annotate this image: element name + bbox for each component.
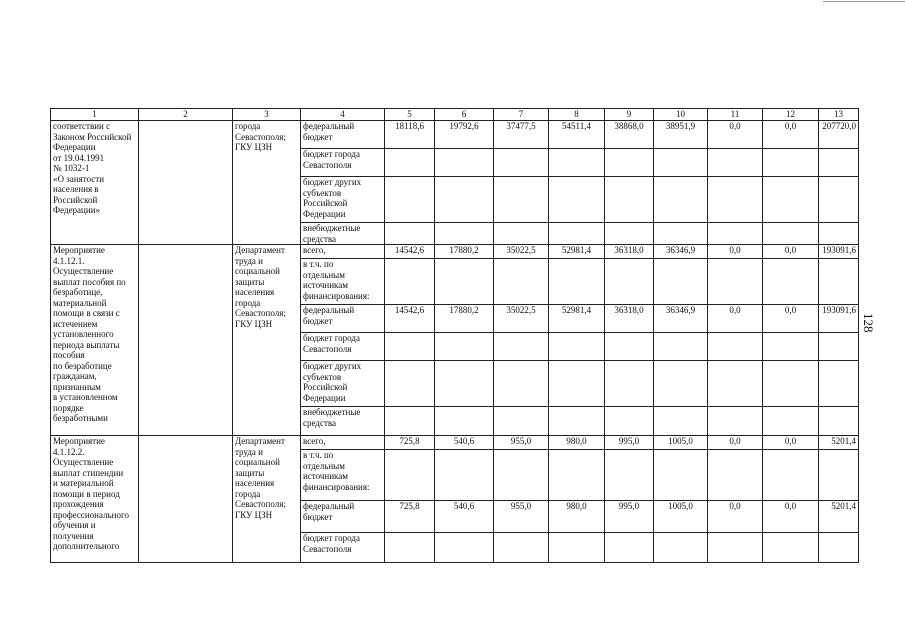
column-number: 5 [385,109,435,121]
column-number: 3 [233,109,301,121]
column-number: 12 [763,109,819,121]
amount-cell: 38951,9 [654,121,708,149]
funding-source-cell: внебюджетные средства [301,407,385,436]
amount-cell: 540,6 [435,436,494,450]
table-row [51,121,859,149]
amount-cell [385,361,435,407]
amount-cell: 0,0 [708,245,763,259]
amount-cell: 725,8 [385,501,435,533]
amount-cell: 14542,6 [385,245,435,259]
amount-cell [654,223,708,245]
amount-cell: 36346,9 [654,245,708,259]
column-number-row [51,109,859,121]
amount-cell: 52981,4 [549,245,605,259]
amount-cell [819,407,859,436]
amount-cell: 955,0 [494,436,549,450]
amount-cell [763,259,819,305]
amount-cell [763,333,819,361]
amount-cell: 995,0 [605,436,654,450]
amount-cell: 54511,4 [549,121,605,149]
amount-cell [385,149,435,177]
amount-cell: 5201,4 [819,501,859,533]
amount-cell: 0,0 [708,121,763,149]
corner-scan-line [823,1,905,2]
amount-cell: 37477,5 [494,121,549,149]
amount-cell [494,177,549,223]
funding-source-cell: бюджет города Севастополя [301,533,385,563]
amount-cell: 955,0 [494,501,549,533]
amount-cell: 35022,5 [494,245,549,259]
amount-cell [435,361,494,407]
amount-cell [763,533,819,563]
funding-source-cell: всего, [301,245,385,259]
funding-source-cell: бюджет других субъектов Российской Федерации [301,361,385,407]
amount-cell [605,361,654,407]
column-number: 7 [494,109,549,121]
amount-cell [494,450,549,501]
amount-cell [654,333,708,361]
amount-cell [819,259,859,305]
amount-cell [494,407,549,436]
amount-cell: 0,0 [763,436,819,450]
amount-cell [763,223,819,245]
amount-cell [385,407,435,436]
amount-cell [435,223,494,245]
amount-cell [385,450,435,501]
amount-cell [708,223,763,245]
column-number: 11 [708,109,763,121]
amount-cell [654,259,708,305]
amount-cell: 193091,6 [819,305,859,333]
amount-cell [819,333,859,361]
amount-cell: 36346,9 [654,305,708,333]
amount-cell: 0,0 [763,121,819,149]
amount-cell [494,149,549,177]
amount-cell: 38868,0 [605,121,654,149]
amount-cell [494,361,549,407]
amount-cell: 995,0 [605,501,654,533]
activity-cell: Мероприятие 4.1.12.1. Осуществление выплат пособия по безработице, материальной помощи в связи с истечением установленного периода выплаты пособия по безработице гражданам, признанным в установленном порядке безработными [51,245,139,436]
amount-cell [549,259,605,305]
amount-cell [819,177,859,223]
executor-cell: Департамент труда и социальной защиты населения города Севастополя; ГКУ ЦЗН [233,436,301,563]
amount-cell: 0,0 [763,305,819,333]
amount-cell [494,223,549,245]
amount-cell [654,533,708,563]
amount-cell: 0,0 [708,305,763,333]
page-number: 128 [861,313,876,333]
amount-cell: 36318,0 [605,305,654,333]
amount-cell: 52981,4 [549,305,605,333]
amount-cell [435,149,494,177]
amount-cell [708,177,763,223]
amount-cell [605,533,654,563]
amount-cell [494,259,549,305]
amount-cell: 5201,4 [819,436,859,450]
amount-cell [819,450,859,501]
amount-cell [549,177,605,223]
funding-source-cell: бюджет других субъектов Российской Федерации [301,177,385,223]
funding-source-cell: всего, [301,436,385,450]
amount-cell [435,333,494,361]
amount-cell: 35022,5 [494,305,549,333]
amount-cell [763,407,819,436]
amount-cell [385,259,435,305]
amount-cell [708,361,763,407]
amount-cell [435,407,494,436]
column-number: 9 [605,109,654,121]
amount-cell [819,533,859,563]
amount-cell [435,450,494,501]
amount-cell [605,149,654,177]
executor-cell: города Севастополя; ГКУ ЦЗН [233,121,301,245]
amount-cell [763,450,819,501]
funding-source-cell: бюджет города Севастополя [301,149,385,177]
amount-cell [708,407,763,436]
amount-cell: 1005,0 [654,501,708,533]
funding-source-cell: в т.ч. по отдельным источникам финансирования: [301,259,385,305]
amount-cell: 19792,6 [435,121,494,149]
amount-cell [385,533,435,563]
amount-cell [708,149,763,177]
amount-cell [763,177,819,223]
amount-cell: 1005,0 [654,436,708,450]
amount-cell [708,533,763,563]
amount-cell: 207720,0 [819,121,859,149]
column-number: 4 [301,109,385,121]
amount-cell: 17880,2 [435,245,494,259]
amount-cell [605,259,654,305]
co-executor-cell [139,436,233,563]
amount-cell: 980,0 [549,501,605,533]
amount-cell [654,149,708,177]
amount-cell [708,333,763,361]
amount-cell [435,259,494,305]
co-executor-cell [139,245,233,436]
amount-cell [605,177,654,223]
funding-source-cell: внебюджетные средства [301,223,385,245]
column-number: 1 [51,109,139,121]
amount-cell [819,149,859,177]
table-row [51,245,859,259]
amount-cell: 725,8 [385,436,435,450]
amount-cell: 0,0 [708,436,763,450]
amount-cell: 540,6 [435,501,494,533]
amount-cell: 36318,0 [605,245,654,259]
amount-cell [549,223,605,245]
column-number: 13 [819,109,859,121]
amount-cell: 17880,2 [435,305,494,333]
amount-cell: 0,0 [763,501,819,533]
amount-cell [819,223,859,245]
amount-cell [819,361,859,407]
amount-cell [654,450,708,501]
amount-cell [763,361,819,407]
amount-cell [654,407,708,436]
amount-cell [605,333,654,361]
column-number: 6 [435,109,494,121]
amount-cell: 0,0 [763,245,819,259]
amount-cell [605,450,654,501]
amount-cell [549,450,605,501]
amount-cell [549,361,605,407]
amount-cell [654,177,708,223]
amount-cell [435,533,494,563]
funding-source-cell: федеральный бюджет [301,305,385,333]
executor-cell: Департамент труда и социальной защиты населения города Севастополя; ГКУ ЦЗН [233,245,301,436]
amount-cell [385,177,435,223]
amount-cell [763,149,819,177]
funding-source-cell: федеральный бюджет [301,121,385,149]
column-number: 8 [549,109,605,121]
amount-cell: 980,0 [549,436,605,450]
amount-cell [708,450,763,501]
amount-cell [385,223,435,245]
column-number: 10 [654,109,708,121]
funding-table [50,108,859,563]
activity-cell: Мероприятие 4.1.12.2. Осуществление выплат стипендии и материальной помощи в период прохождения профессионального обучения и получения дополнительного [51,436,139,563]
amount-cell [549,149,605,177]
amount-cell: 193091,6 [819,245,859,259]
amount-cell [549,333,605,361]
funding-source-cell: в т.ч. по отдельным источникам финансирования: [301,450,385,501]
amount-cell [385,333,435,361]
table-row [51,436,859,450]
amount-cell [708,259,763,305]
amount-cell [605,223,654,245]
funding-source-cell: бюджет города Севастополя [301,333,385,361]
amount-cell: 0,0 [708,501,763,533]
amount-cell [605,407,654,436]
amount-cell: 14542,6 [385,305,435,333]
co-executor-cell [139,121,233,245]
amount-cell [494,333,549,361]
column-number: 2 [139,109,233,121]
amount-cell [549,407,605,436]
amount-cell [435,177,494,223]
amount-cell [494,533,549,563]
amount-cell [654,361,708,407]
amount-cell: 18118,6 [385,121,435,149]
funding-source-cell: федеральный бюджет [301,501,385,533]
amount-cell [549,533,605,563]
activity-cell: соответствии с Законом Российской Федерации от 19.04.1991 № 1032-1 «О занятости населения в Российской Федерации» [51,121,139,245]
